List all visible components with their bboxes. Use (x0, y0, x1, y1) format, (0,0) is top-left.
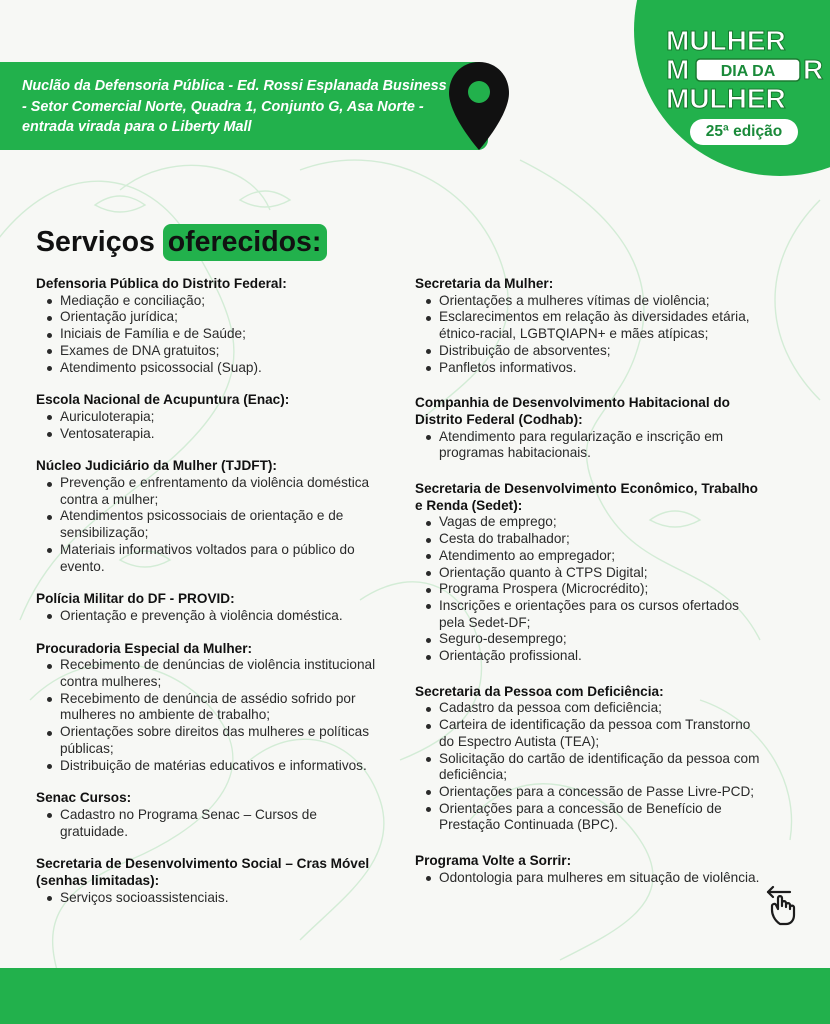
service-item-list (415, 429, 765, 462)
service-item: Cesta do trabalhador; (415, 531, 765, 548)
page-title-plain: Serviços (36, 226, 155, 258)
service-item: Serviços socioassistenciais. (36, 890, 386, 907)
service-title: Defensoria Pública do Distrito Federal: (36, 276, 287, 291)
service-block (36, 856, 386, 906)
service-item: Solicitação do cartão de identificação da pessoa com deficiência; (415, 751, 765, 784)
service-item: Seguro-desemprego; (415, 631, 765, 648)
service-item: Orientação quanto à CTPS Digital; (415, 565, 765, 582)
service-item-list (36, 890, 386, 907)
service-block (36, 790, 386, 840)
service-title: Senac Cursos: (36, 790, 132, 806)
service-item-list (415, 700, 765, 834)
edition-badge: 25ª edição (690, 119, 798, 145)
service-item: Orientação e prevenção à violência doméstica. (36, 608, 386, 625)
service-item: Recebimento de denúncias de violência institucional contra mulheres; (36, 657, 386, 690)
logo-line-1: MULHER (666, 25, 786, 56)
map-pin-icon (445, 60, 513, 152)
service-item: Auriculoterapia; (36, 409, 386, 426)
service-title: Procuradoria Especial da Mulher: (36, 640, 253, 656)
page-title (36, 222, 327, 262)
service-item: Orientações para a concessão de Benefício de Prestação Continuada (BPC). (415, 801, 765, 834)
service-title: Núcleo Judiciário da Mulher (TJDFT): (36, 458, 277, 474)
service-item: Esclarecimentos em relação às diversidades etária, étnico-racial, LGBTQIAPN+ e mães atípicas; (415, 309, 765, 342)
service-block (415, 395, 765, 462)
service-item-list (415, 870, 765, 887)
swipe-hand-icon (764, 884, 804, 928)
service-item-list (36, 293, 386, 377)
page-title-highlight: oferecidos: (163, 224, 328, 261)
service-item: Materiais informativos voltados para o público do evento. (36, 542, 386, 575)
service-title: Programa Volte a Sorrir: (415, 853, 572, 869)
service-item-list (415, 293, 765, 377)
logo-line-3: MULHER (666, 83, 786, 114)
event-logo (662, 22, 830, 114)
service-item: Orientação profissional. (415, 648, 765, 665)
service-item: Prevenção e enfrentamento da violência doméstica contra a mulher; (36, 475, 386, 508)
service-item: Atendimento para regularização e inscrição em programas habitacionais. (415, 429, 765, 462)
logo-line-2-right: R (803, 54, 824, 85)
service-block (415, 481, 765, 665)
service-item-list (36, 657, 386, 774)
service-item: Ventosaterapia. (36, 426, 386, 443)
service-block (415, 853, 765, 886)
service-title: Secretaria de Desenvolvimento Econômico, Trabalho e Renda (Sedet): (415, 481, 758, 513)
service-item-list (36, 608, 386, 625)
service-block (36, 276, 386, 376)
service-item: Orientação jurídica; (36, 309, 386, 326)
service-item: Orientações a mulheres vítimas de violência; (415, 293, 765, 310)
service-item: Panfletos informativos. (415, 360, 765, 377)
service-title: Companhia de Desenvolvimento Habitacional do Distrito Federal (Codhab): (415, 395, 730, 427)
services-right-column (415, 276, 765, 887)
service-item: Orientações sobre direitos das mulheres e políticas públicas; (36, 724, 386, 757)
service-item: Exames de DNA gratuitos; (36, 343, 386, 360)
service-item: Distribuição de matérias educativos e informativos. (36, 758, 386, 775)
service-item: Odontologia para mulheres em situação de violência. (415, 870, 765, 887)
service-block (36, 392, 386, 442)
event-address: Nuclão da Defensoria Pública - Ed. Rossi Esplanada Business - Setor Comercial Norte, Quadra 1, Conjunto G, Asa Norte - entrada virada para o Liberty Mall (22, 78, 447, 135)
service-title: Secretaria de Desenvolvimento Social – Cras Móvel (senhas limitadas): (36, 856, 370, 889)
service-item-list (36, 807, 386, 840)
footer-bar (0, 968, 830, 1024)
service-item-list (36, 409, 386, 442)
service-item: Vagas de emprego; (415, 514, 765, 531)
service-block (415, 276, 765, 376)
service-block (415, 684, 765, 834)
service-item: Programa Prospera (Microcrédito); (415, 581, 765, 598)
services-left-column (36, 276, 386, 907)
service-item: Atendimento ao empregador; (415, 548, 765, 565)
service-item: Iniciais de Família e de Saúde; (36, 326, 386, 343)
service-item: Cadastro da pessoa com deficiência; (415, 700, 765, 717)
service-block (36, 458, 386, 575)
service-item: Distribuição de absorventes; (415, 343, 765, 360)
service-item: Orientações para a concessão de Passe Livre-PCD; (415, 784, 765, 801)
service-item: Carteira de identificação da pessoa com Transtorno do Espectro Autista (TEA); (415, 717, 765, 750)
service-item: Cadastro no Programa Senac – Cursos de gratuidade. (36, 807, 386, 840)
service-item: Mediação e conciliação; (36, 293, 386, 310)
service-block (36, 641, 386, 775)
service-title: Secretaria da Pessoa com Deficiência: (415, 683, 664, 699)
service-item: Atendimentos psicossociais de orientação e de sensibilização; (36, 508, 386, 541)
service-block (36, 591, 386, 624)
service-title: Secretaria da Mulher: (415, 276, 554, 291)
service-item: Atendimento psicossocial (Suap). (36, 360, 386, 377)
service-title: Escola Nacional de Acupuntura (Enac): (36, 392, 290, 408)
service-item-list (36, 475, 386, 575)
logo-line-2-left: M (666, 54, 690, 85)
service-item-list (415, 514, 765, 664)
service-title: Polícia Militar do DF - PROVID: (36, 591, 235, 607)
service-item: Inscrições e orientações para os cursos ofertados pela Sedet-DF; (415, 598, 765, 631)
logo-tag: DIA DA (720, 63, 776, 80)
service-item: Recebimento de denúncia de assédio sofrido por mulheres no ambiente de trabalho; (36, 691, 386, 724)
